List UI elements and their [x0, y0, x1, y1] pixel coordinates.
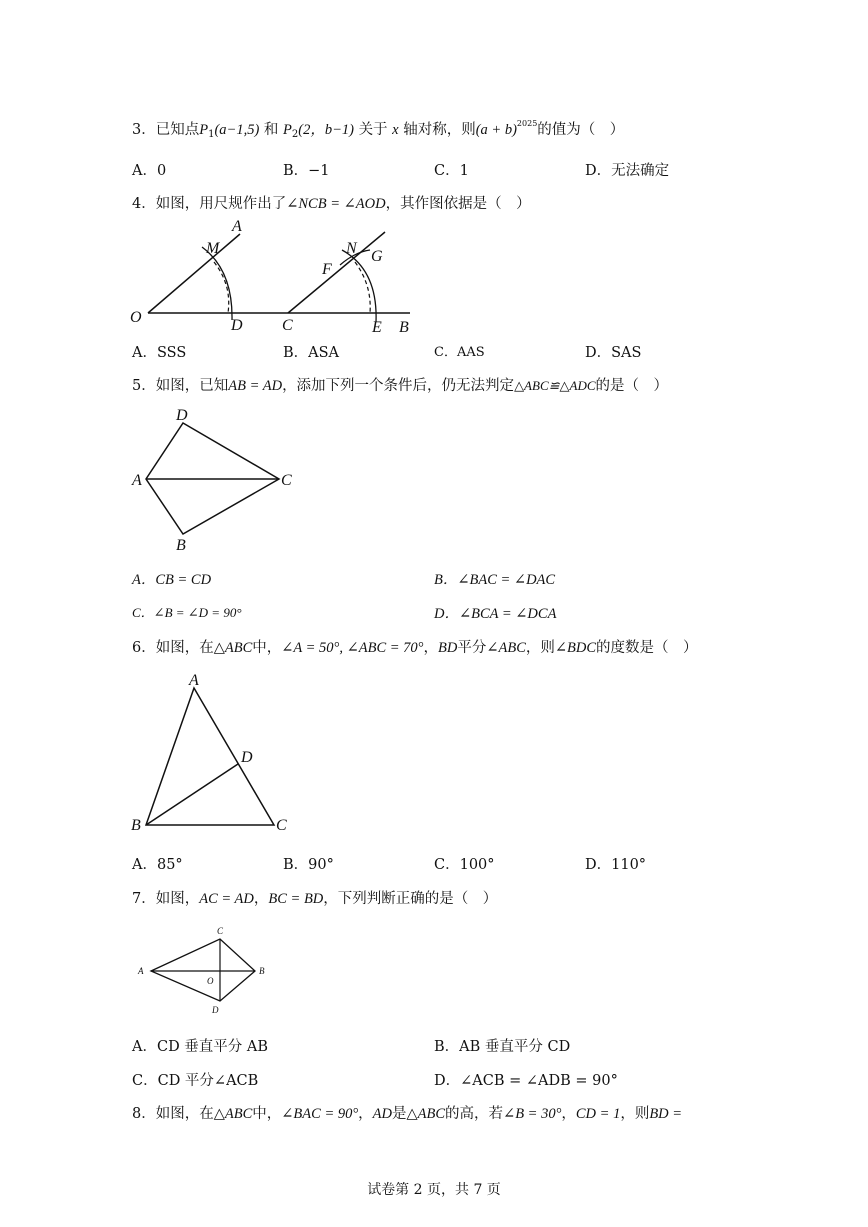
q7-label-o: O: [207, 976, 214, 986]
q4-label-a: A: [232, 218, 242, 235]
q5-label-d: D: [176, 407, 188, 424]
q3-option-d[interactable]: D．无法确定: [585, 163, 670, 179]
question-3-stem: 3．已知点$P_1(a-1,5)$ 和 $P_2(2$，b−1) 关于 x 轴对称，则$(a + b)^{2025}$的值为（ ）: [132, 119, 625, 140]
question-8-stem: 8．如图，在△ABC中，∠BAC = 90°，AD是△ABC的高，若∠B = 30°，CD = 1，则BD =: [132, 1106, 683, 1122]
q5-label-b: B: [176, 537, 186, 554]
q7-option-a[interactable]: A．CD 垂直平分 AB: [132, 1039, 269, 1055]
question-7-stem: 7．如图，AC = AD，BC = BD，下列判断正确的是（ ）: [132, 891, 498, 907]
q6-label-b: B: [131, 817, 141, 834]
q7-option-d[interactable]: D．∠ACB = ∠ADB = 90°: [434, 1073, 618, 1089]
q7-option-b[interactable]: B．AB 垂直平分 CD: [434, 1039, 571, 1055]
q6-label-c: C: [276, 817, 287, 834]
q6-option-a[interactable]: A．85°: [132, 857, 183, 873]
q6-option-b[interactable]: B．90°: [283, 857, 334, 873]
question-6-stem: 6．如图，在△ABC中，∠A = 50°, ∠ABC = 70°，BD平分∠ABC，则∠BDC的度数是（ ）: [132, 640, 698, 656]
q4-label-f: F: [322, 261, 332, 278]
q4-label-o: O: [130, 309, 142, 326]
q7-option-c[interactable]: C．CD 平分∠ACB: [132, 1073, 259, 1089]
q7-label-a: A: [138, 966, 144, 976]
q4-label-g: G: [371, 248, 383, 265]
page-footer: 试卷第 2 页，共 7 页: [367, 1182, 501, 1198]
q4-label-c: C: [282, 317, 293, 334]
q4-label-m: M: [206, 240, 220, 257]
q4-option-c[interactable]: C．AAS: [434, 345, 485, 360]
q6-option-d[interactable]: D．110°: [585, 857, 647, 873]
q5-option-b[interactable]: B．∠BAC = ∠DAC: [434, 572, 556, 588]
q4-label-e: E: [372, 319, 382, 336]
q7-quad-outline: [151, 939, 255, 1001]
q6-option-c[interactable]: C．100°: [434, 857, 495, 873]
q7-label-d: D: [212, 1005, 219, 1015]
q5-option-d[interactable]: D．∠BCA = ∠DCA: [434, 606, 557, 622]
q7-label-b: B: [259, 966, 265, 976]
q5-option-c[interactable]: C．∠B = ∠D = 90°: [132, 605, 242, 620]
question-5-stem: 5．如图，已知AB = AD，添加下列一个条件后，仍无法判定△ABC≌△ADC的是（ ）: [132, 378, 669, 394]
q3-option-c[interactable]: C．1: [434, 163, 469, 179]
q3-option-b[interactable]: B．−1: [283, 163, 330, 179]
q7-label-c: C: [217, 926, 224, 936]
q5-option-a[interactable]: A．CB = CD: [132, 572, 212, 588]
question-4-stem: 4．如图，用尺规作出了∠NCB = ∠AOD，其作图依据是（ ）: [132, 196, 531, 212]
q4-label-n: N: [346, 240, 357, 257]
q4-label-d: D: [231, 317, 243, 334]
q5-label-a: A: [132, 472, 142, 489]
q4-label-b: B: [399, 319, 409, 336]
q4-option-a[interactable]: A．SSS: [132, 345, 187, 361]
q4-option-b[interactable]: B．ASA: [283, 345, 340, 361]
q3-option-a[interactable]: A．0: [132, 163, 167, 179]
q4-option-d[interactable]: D．SAS: [585, 345, 642, 361]
q6-label-d: D: [241, 749, 253, 766]
q6-label-a: A: [189, 672, 199, 689]
q5-label-c: C: [281, 472, 292, 489]
